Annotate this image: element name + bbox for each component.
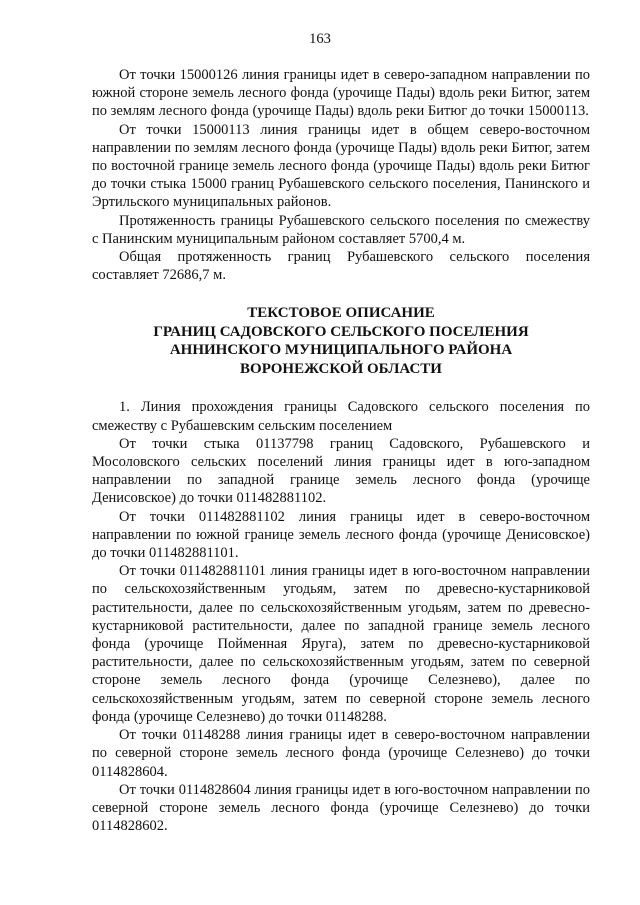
heading-line: ТЕКСТОВОЕ ОПИСАНИЕ: [247, 305, 435, 322]
paragraph: От точки 0114828604 линия границы идет в юго-восточном направлении по северной стороне земель лесного фонда (урочище Селезнево) до точки 0114828602.: [92, 781, 590, 835]
paragraph: От точки 011482881101 линия границы идет в юго-восточном направлении по сельскохозяйственным угодьям, затем по древесно-кустарниковой растительности, далее по сельскохозяйственным угодьям, затем по древесно-кустарниковой растительности, далее по западной границе земель лесного фонда (урочище Пойменная Яруга), затем по древесно-кустарниковой растительности, далее по сельскохозяйственным угодьям, затем по северной стороне земель лесного фонда (урочище Селезнево), далее по сельскохозяйственным угодьям, затем по северной стороне земель лесного фонда (урочище Селезнево) до точки 01148288.: [92, 563, 590, 725]
section-heading: [92, 304, 590, 378]
document-body: [92, 66, 590, 835]
paragraph: От точки 15000126 линия границы идет в северо-западном направлении по южной стороне земель лесного фонда (урочище Пады) вдоль реки Битюг, затем по землям лесного фонда (урочище Пады) вдоль реки Битюг до точки 15000113.: [92, 67, 590, 120]
paragraph: От точки 01148288 линия границы идет в северо-восточном направлении по северной стороне земель лесного фонда (урочище Селезнево) до точки 0114828604.: [92, 727, 590, 780]
paragraph: Протяженность границы Рубашевского сельского поселения по смежеству с Панинским муниципальным районом составляет 5700,4 м.: [92, 212, 590, 247]
paragraph: 1. Линия прохождения границы Садовского сельского поселения по смежеству с Рубашевским сельским поселением: [92, 399, 590, 434]
paragraph: От точки 011482881102 линия границы идет в северо-восточном направлении по южной границе земель лесного фонда (урочище Денисовское) до точки 011482881101.: [92, 508, 590, 562]
heading-line: ВОРОНЕЖСКОЙ ОБЛАСТИ: [240, 360, 442, 377]
paragraph: От точки стыка 01137798 границ Садовского, Рубашевского и Мосоловского сельских поселений линия границы идет в юго-западном направлении по западной границе земель лесного фонда (урочище Денисовское) до точки 011482881102.: [92, 435, 590, 507]
page-number: 163: [309, 31, 331, 47]
heading-line: ГРАНИЦ САДОВСКОГО СЕЛЬСКОГО ПОСЕЛЕНИЯ: [153, 323, 529, 340]
heading-line: АННИНСКОГО МУНИЦИПАЛЬНОГО РАЙОНА: [169, 342, 513, 359]
paragraph: От точки 15000113 линия границы идет в общем северо-восточном направлении по землям лесного фонда (урочище Пады) вдоль реки Битюг, затем по восточной границе земель лесного фонда (урочище Пады) вдоль реки Битюг до точки стыка 15000 границ Рубашевского сельского поселения, Панинского и Эртильского муниципальных районов.: [92, 121, 590, 211]
paragraph: Общая протяженность границ Рубашевского сельского поселения составляет 72686,7 м.: [92, 249, 590, 284]
